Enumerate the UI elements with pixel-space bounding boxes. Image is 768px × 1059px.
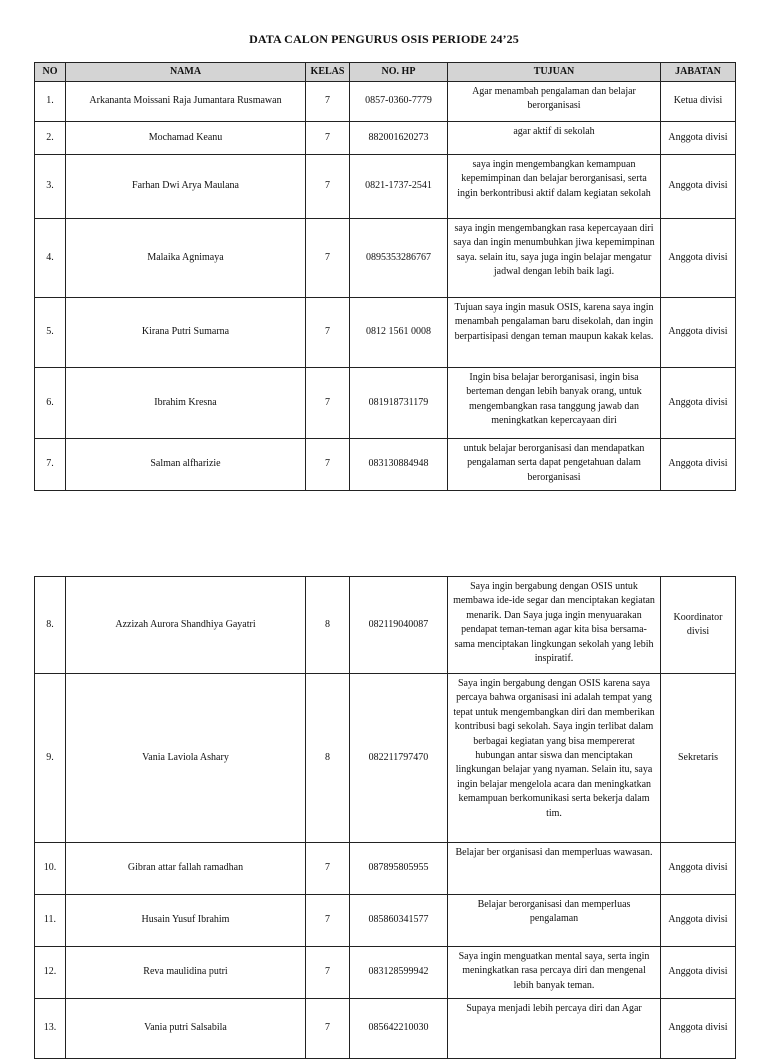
- table-row: [35, 843, 736, 895]
- cell-kelas: 7: [306, 368, 350, 439]
- cell-nama: Farhan Dwi Arya Maulana: [66, 155, 306, 219]
- cell-jabatan: Anggota divisi: [661, 843, 736, 895]
- cell-jabatan: Anggota divisi: [661, 155, 736, 219]
- cell-no: 11.: [35, 895, 66, 947]
- cell-no-hp: 0812 1561 0008: [350, 298, 448, 368]
- table-row: [35, 122, 736, 155]
- cell-nama: Vania Laviola Ashary: [66, 674, 306, 843]
- cell-no-hp: 0821-1737-2541: [350, 155, 448, 219]
- cell-kelas: 7: [306, 999, 350, 1059]
- table-row: [35, 999, 736, 1059]
- cell-nama: Vania putri Salsabila: [66, 999, 306, 1059]
- cell-kelas: 7: [306, 155, 350, 219]
- table-row: [35, 674, 736, 843]
- cell-jabatan: Koordinator divisi: [661, 577, 736, 674]
- cell-no: 4.: [35, 219, 66, 298]
- cell-kelas: 8: [306, 674, 350, 843]
- cell-jabatan: Anggota divisi: [661, 122, 736, 155]
- cell-no-hp: 082211797470: [350, 674, 448, 843]
- header-tujuan: TUJUAN: [448, 63, 661, 82]
- cell-no-hp: 0895353286767: [350, 219, 448, 298]
- cell-no-hp: 083128599942: [350, 947, 448, 999]
- cell-nama: Kirana Putri Sumarna: [66, 298, 306, 368]
- cell-no: 12.: [35, 947, 66, 999]
- cell-tujuan: Supaya menjadi lebih percaya diri dan Agar: [448, 999, 661, 1059]
- cell-tujuan: Tujuan saya ingin masuk OSIS, karena saya ingin menambah pengalaman baru disekolah, dan ingin berpartisipasi dengan teman maupun kakak kelas.: [448, 298, 661, 368]
- cell-no-hp: 0857-0360-7779: [350, 82, 448, 122]
- cell-kelas: 7: [306, 82, 350, 122]
- cell-no-hp: 085642210030: [350, 999, 448, 1059]
- cell-jabatan: Anggota divisi: [661, 298, 736, 368]
- cell-jabatan: Anggota divisi: [661, 368, 736, 439]
- cell-tujuan: saya ingin mengembangkan rasa kepercayaan diri saya dan ingin menumbuhkan jiwa kepemimpinan saya. selain itu, saya juga ingin belajar mengatur jadwal dengan lebih baik lagi.: [448, 219, 661, 298]
- cell-tujuan: Ingin bisa belajar berorganisasi, ingin bisa berteman dengan lebih banyak orang, untuk mengembangkan rasa tanggung jawab dan meningkatkan kepercayaan diri: [448, 368, 661, 439]
- cell-kelas: 7: [306, 122, 350, 155]
- cell-no: 2.: [35, 122, 66, 155]
- table-header-row: [35, 63, 736, 82]
- cell-no-hp: 085860341577: [350, 895, 448, 947]
- cell-nama: Reva maulidina putri: [66, 947, 306, 999]
- document-title: DATA CALON PENGURUS OSIS PERIODE 24’25: [249, 32, 519, 46]
- candidate-table-1: [34, 62, 736, 491]
- cell-nama: Salman alfharizie: [66, 439, 306, 491]
- cell-nama: Gibran attar fallah ramadhan: [66, 843, 306, 895]
- candidate-table-2: [34, 576, 736, 1059]
- cell-no: 8.: [35, 577, 66, 674]
- cell-nama: Azzizah Aurora Shandhiya Gayatri: [66, 577, 306, 674]
- cell-tujuan: saya ingin mengembangkan kemampuan kepemimpinan dan belajar berorganisasi, serta ingin berkontribusi aktif dalam kegiatan sekolah: [448, 155, 661, 219]
- cell-kelas: 7: [306, 298, 350, 368]
- cell-no: 9.: [35, 674, 66, 843]
- cell-nama: Ibrahim Kresna: [66, 368, 306, 439]
- table-row: [35, 82, 736, 122]
- cell-tujuan: Belajar berorganisasi dan memperluas pengalaman: [448, 895, 661, 947]
- cell-tujuan: Saya ingin bergabung dengan OSIS untuk membawa ide-ide segar dan menciptakan kegiatan menarik. Dan Saya juga ingin menyuarakan pendapat teman-teman agar kita bisa bersama-sama menciptakan lingkungan sekolah yang lebih inspiratif.: [448, 577, 661, 674]
- cell-jabatan: Anggota divisi: [661, 999, 736, 1059]
- cell-kelas: 7: [306, 843, 350, 895]
- header-kelas: KELAS: [306, 63, 350, 82]
- cell-no: 7.: [35, 439, 66, 491]
- cell-tujuan: Belajar ber organisasi dan memperluas wawasan.: [448, 843, 661, 895]
- cell-tujuan: Saya ingin menguatkan mental saya, serta ingin meningkatkan rasa percaya diri dan mengenal lebih banyak teman.: [448, 947, 661, 999]
- cell-jabatan: Ketua divisi: [661, 82, 736, 122]
- cell-jabatan: Anggota divisi: [661, 439, 736, 491]
- cell-kelas: 7: [306, 439, 350, 491]
- table-body-1: [35, 82, 736, 491]
- cell-no: 3.: [35, 155, 66, 219]
- cell-nama: Mochamad Keanu: [66, 122, 306, 155]
- header-no: NO: [35, 63, 66, 82]
- table-row: [35, 947, 736, 999]
- cell-tujuan: agar aktif di sekolah: [448, 122, 661, 155]
- cell-kelas: 8: [306, 577, 350, 674]
- cell-jabatan: Anggota divisi: [661, 947, 736, 999]
- cell-no-hp: 082119040087: [350, 577, 448, 674]
- cell-no-hp: 081918731179: [350, 368, 448, 439]
- cell-tujuan: untuk belajar berorganisasi dan mendapatkan pengalaman serta dapat pengetahuan dalam berorganisasi: [448, 439, 661, 491]
- cell-jabatan: Anggota divisi: [661, 219, 736, 298]
- header-no-hp: NO. HP: [350, 63, 448, 82]
- cell-kelas: 7: [306, 219, 350, 298]
- cell-jabatan: Sekretaris: [661, 674, 736, 843]
- cell-nama: Husain Yusuf Ibrahim: [66, 895, 306, 947]
- cell-kelas: 7: [306, 895, 350, 947]
- table-row: [35, 439, 736, 491]
- table-row: [35, 298, 736, 368]
- cell-no: 13.: [35, 999, 66, 1059]
- header-jabatan: JABATAN: [661, 63, 736, 82]
- cell-jabatan: Anggota divisi: [661, 895, 736, 947]
- cell-tujuan: Saya ingin bergabung dengan OSIS karena saya percaya bahwa organisasi ini adalah tempat yang tepat untuk mengembangkan diri dan memberikan kontribusi bagi sekolah. Saya ingin terlibat dalam berbagai kegiatan yang bisa mempererat hubungan antar siswa dan menciptakan lingkungan belajar yang nyaman. Selain itu, saya ingin belajar mengelola acara dan meningkatkan kemampuan berkomunikasi serta bekerja dalam tim.: [448, 674, 661, 843]
- cell-no-hp: 083130884948: [350, 439, 448, 491]
- cell-no: 10.: [35, 843, 66, 895]
- table-row: [35, 219, 736, 298]
- cell-tujuan: Agar menambah pengalaman dan belajar berorganisasi: [448, 82, 661, 122]
- table-row: [35, 155, 736, 219]
- table-row: [35, 577, 736, 674]
- cell-nama: Arkananta Moissani Raja Jumantara Rusmawan: [66, 82, 306, 122]
- table-row: [35, 895, 736, 947]
- table-row: [35, 368, 736, 439]
- cell-nama: Malaika Agnimaya: [66, 219, 306, 298]
- cell-no: 5.: [35, 298, 66, 368]
- cell-no-hp: 087895805955: [350, 843, 448, 895]
- header-nama: NAMA: [66, 63, 306, 82]
- cell-no-hp: 882001620273: [350, 122, 448, 155]
- table-body-2: [35, 577, 736, 1059]
- cell-no: 1.: [35, 82, 66, 122]
- cell-kelas: 7: [306, 947, 350, 999]
- cell-no: 6.: [35, 368, 66, 439]
